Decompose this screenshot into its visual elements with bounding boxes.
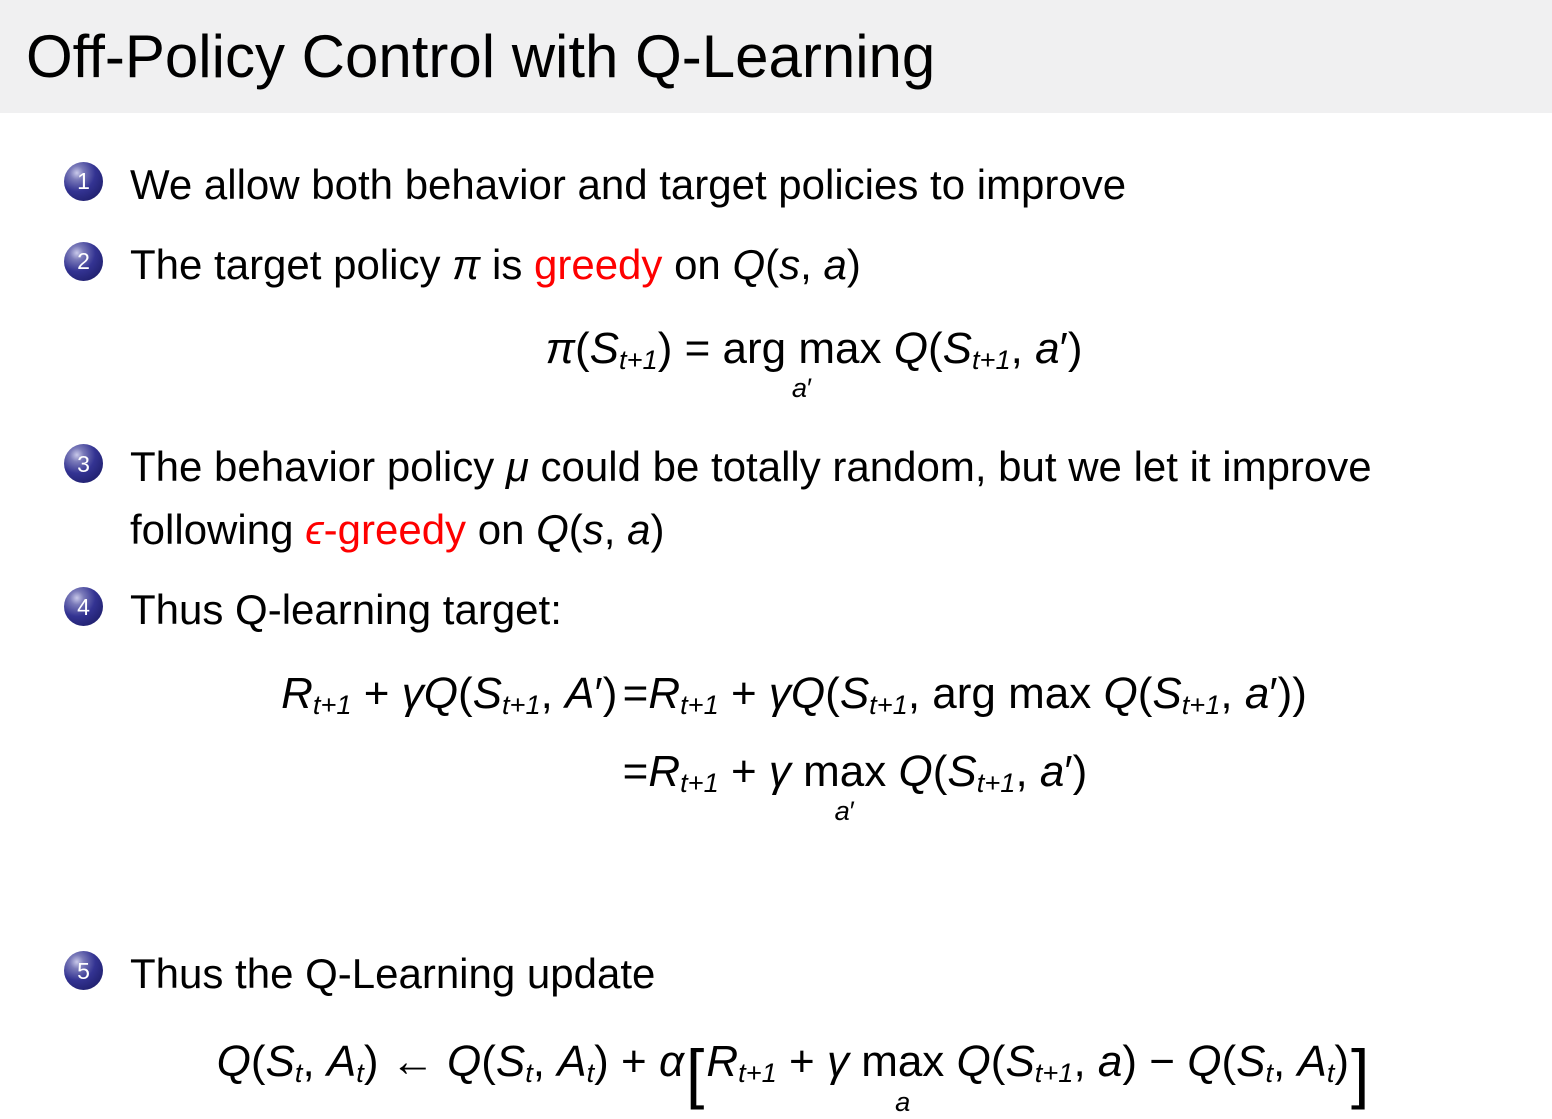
slide-content	[0, 113, 1552, 1117]
bullet-text-2: The target policy π is greedy on Q(s, a)	[130, 241, 861, 288]
equation-target-rhs-line2: =Rt+1 + γ max a′ Q(St+1, a′)	[622, 746, 1088, 827]
equation-greedy-policy: π(St+1) = arg max a′ Q(St+1, a′)	[545, 324, 1083, 404]
bullet-number-badge-4: 4	[64, 587, 103, 626]
equation-qlearning-target	[64, 665, 1524, 846]
bullet-number-badge-2: 2	[64, 242, 103, 281]
equation-target-rhs-line1: =Rt+1 + γQ(St+1, arg max Q(St+1, a′))	[622, 669, 1307, 721]
bullet-item-4	[64, 578, 1524, 641]
bullet-text-5: Thus the Q-Learning update	[130, 950, 656, 998]
bullet-text-1: We allow both behavior and target policies to improve	[130, 161, 1127, 208]
bullet-item-3	[64, 435, 1524, 561]
bullet-item-1	[64, 153, 1524, 216]
bullet-number-badge-1: 1	[64, 162, 103, 201]
bullet-text-3: The behavior policy μ could be totally random, but we let it improve following ϵ-greedy on Q(s, a)	[130, 443, 1372, 554]
equation-target-lhs: Rt+1 + γQ(St+1, A′)	[281, 669, 618, 721]
slide-title-bar	[0, 0, 1552, 113]
equation-qlearning-update: Q(St, At) ← Q(St, At) + α[Rt+1 + γ max a Q(St+1, a) − Q(St, At)]	[216, 1036, 1370, 1117]
bullet-number-badge-3: 3	[64, 444, 103, 483]
bullet-number-badge-5: 5	[64, 951, 103, 990]
bullet-text-4: Thus Q-learning target:	[130, 586, 562, 634]
bullet-item-5	[64, 942, 1524, 1005]
equation-target-lhs-line2-empty	[281, 743, 623, 800]
bullet-item-2	[64, 233, 1524, 296]
page-title: Off-Policy Control with Q-Learning	[26, 23, 936, 90]
